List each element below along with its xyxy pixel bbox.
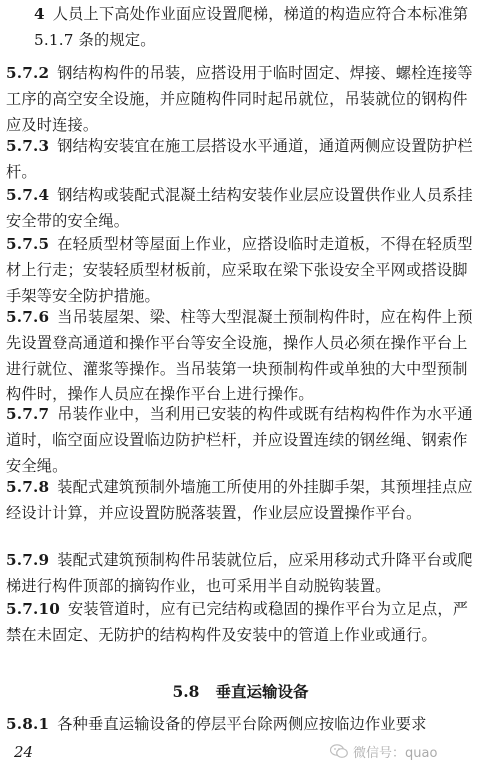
clause-5-7-5 (6, 232, 474, 309)
wechat-icon (330, 744, 348, 759)
clause-number: 5.7.4 (6, 186, 50, 204)
clause-number: 5.7.5 (6, 235, 50, 253)
clause-number: 5.7.3 (6, 137, 50, 155)
clause-text: 吊装作业中，当利用已安装的构件或既有结构构件作为水平通道时，临空面应设置临边防护栏杆，并应设置连续的钢丝绳、钢索作安全绳。 (6, 405, 473, 475)
watermark-text: 微信号：quao (353, 745, 438, 761)
clause-text: 装配式建筑预制构件吊装就位后，应采用移动式升降平台或爬梯进行构件顶部的摘钩作业，也可采用半自动脱钩装置。 (6, 551, 473, 595)
clause-text: 钢结构或装配式混凝土结构安装作业层应设置供作业人员系挂安全带的安全绳。 (6, 186, 473, 230)
clause-text: 在轻质型材等屋面上作业，应搭设临时走道板，不得在轻质型材上行走；安装轻质型材板前，应采取在梁下张设安全平网或搭设脚手架等安全防护措施。 (6, 235, 473, 305)
clause-text: 人员上下高处作业面应设置爬梯，梯道的构造应符合本标准第 5.1.7 条的规定。 (34, 5, 469, 49)
clause-number: 5.7.9 (6, 551, 50, 569)
clause-number: 5.7.7 (6, 405, 50, 423)
clause-5-7-4 (6, 183, 474, 235)
clause-number: 5.7.2 (6, 64, 50, 82)
section-heading (0, 681, 481, 703)
clause-number: 5.7.8 (6, 478, 50, 496)
clause-text: 钢结构安装宜在施工层搭设水平通道，通道两侧应设置防护栏杆。 (6, 137, 473, 181)
clause-5-8-1 (6, 712, 474, 738)
clause-number: 5.7.10 (6, 600, 61, 618)
clause-text: 当吊装屋架、梁、柱等大型混凝土预制构件时，应在构件上预先设置登高通道和操作平台等安全设施，操作人员必须在操作平台上进行就位、灌浆等操作。当吊装第一块预制构件或单独的大中型预制构件时，操作人员应在操作平台上进行操作。 (6, 308, 473, 404)
section-number: 5.8 (172, 682, 200, 701)
clause-5-7-3 (6, 134, 474, 186)
clause-5-7-8 (6, 475, 474, 527)
clause-number: 5.8.1 (6, 715, 50, 733)
clause-5-7-6 (6, 305, 474, 408)
section-title-text: 垂直运输设备 (215, 682, 309, 701)
clause-number: 5.7.6 (6, 308, 50, 326)
clause-item-4 (34, 2, 474, 54)
clause-text: 装配式建筑预制外墙施工所使用的外挂脚手架，其预埋挂点应经设计计算，并应设置防脱落装置，作业层应设置操作平台。 (6, 478, 473, 522)
clause-number: 4 (34, 5, 45, 23)
clause-5-7-10 (6, 597, 474, 649)
clause-5-7-7 (6, 402, 474, 479)
clause-text: 钢结构构件的吊装，应搭设用于临时固定、焊接、螺栓连接等工序的高空安全设施，并应随构件同时起吊就位，吊装就位的钢构件应及时连接。 (6, 64, 473, 134)
page-number: 24 (14, 743, 34, 761)
clause-5-7-9 (6, 548, 474, 600)
clause-text: 安装管道时，应有已完结构或稳固的操作平台为立足点，严禁在未固定、无防护的结构构件及安装中的管道上作业或通行。 (6, 600, 469, 644)
watermark (330, 740, 478, 762)
clause-text: 各种垂直运输设备的停层平台除两侧应按临边作业要求 (57, 715, 427, 733)
clause-5-7-2 (6, 61, 474, 138)
